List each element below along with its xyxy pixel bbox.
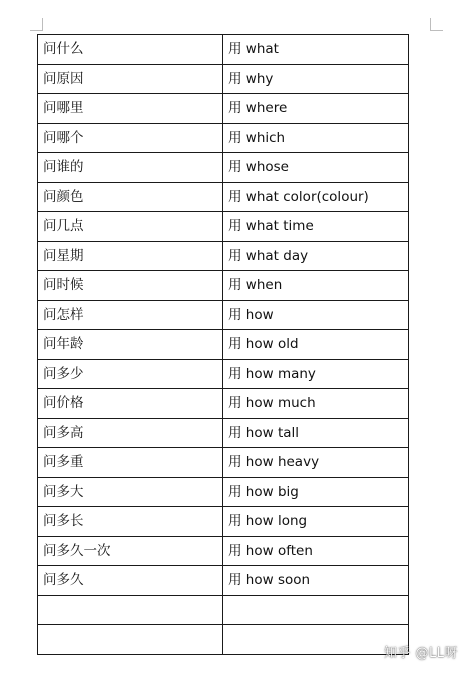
english-word-cell: 用 where [223, 94, 409, 124]
chinese-question-cell: 问多高 [38, 418, 223, 448]
table-row [38, 182, 409, 212]
table-row [38, 123, 409, 153]
chinese-question-cell: 问颜色 [38, 182, 223, 212]
english-word-cell: 用 how soon [223, 566, 409, 596]
chinese-question-cell: 问什么 [38, 35, 223, 65]
table-row [38, 477, 409, 507]
chinese-question-cell: 问几点 [38, 212, 223, 242]
english-word-cell: 用 how big [223, 477, 409, 507]
english-word-cell: 用 why [223, 64, 409, 94]
chinese-question-cell: 问哪个 [38, 123, 223, 153]
page-corner-mark-left [30, 18, 43, 31]
chinese-question-cell: 问多长 [38, 507, 223, 537]
chinese-question-cell: 问谁的 [38, 153, 223, 183]
chinese-question-cell: 问多少 [38, 359, 223, 389]
question-words-table [37, 34, 409, 655]
english-word-cell: 用 whose [223, 153, 409, 183]
table-row [38, 595, 409, 625]
english-word-cell: 用 what day [223, 241, 409, 271]
english-word-cell: 用 how often [223, 536, 409, 566]
chinese-question-cell: 问时候 [38, 271, 223, 301]
chinese-question-cell: 问多久 [38, 566, 223, 596]
chinese-question-cell: 问年龄 [38, 330, 223, 360]
table-row [38, 566, 409, 596]
page-corner-mark-right [430, 18, 443, 31]
chinese-question-cell: 问多久一次 [38, 536, 223, 566]
table-row [38, 536, 409, 566]
chinese-question-cell: 问原因 [38, 64, 223, 94]
english-word-cell: 用 how heavy [223, 448, 409, 478]
chinese-question-cell: 问哪里 [38, 94, 223, 124]
chinese-question-cell: 问星期 [38, 241, 223, 271]
chinese-question-cell: 问价格 [38, 389, 223, 419]
table-row [38, 35, 409, 65]
table-row [38, 389, 409, 419]
empty-cell [223, 625, 409, 655]
english-word-cell: 用 how long [223, 507, 409, 537]
empty-cell [223, 595, 409, 625]
table-row [38, 507, 409, 537]
table-row [38, 153, 409, 183]
chinese-question-cell: 问多重 [38, 448, 223, 478]
english-word-cell: 用 what time [223, 212, 409, 242]
english-word-cell: 用 how [223, 300, 409, 330]
table-row [38, 330, 409, 360]
english-word-cell: 用 when [223, 271, 409, 301]
english-word-cell: 用 what color(colour) [223, 182, 409, 212]
table-row [38, 448, 409, 478]
empty-cell [38, 625, 223, 655]
table-row [38, 212, 409, 242]
table-row [38, 300, 409, 330]
english-word-cell: 用 how much [223, 389, 409, 419]
english-word-cell: 用 which [223, 123, 409, 153]
table-row [38, 64, 409, 94]
table-row [38, 94, 409, 124]
english-word-cell: 用 how tall [223, 418, 409, 448]
table-row [38, 625, 409, 655]
chinese-question-cell: 问怎样 [38, 300, 223, 330]
english-word-cell: 用 what [223, 35, 409, 65]
chinese-question-cell: 问多大 [38, 477, 223, 507]
table-row [38, 241, 409, 271]
english-word-cell: 用 how old [223, 330, 409, 360]
table-row [38, 271, 409, 301]
empty-cell [38, 595, 223, 625]
watermark-text: 知乎 @LL呀 [383, 646, 458, 661]
table-row [38, 418, 409, 448]
table-row [38, 359, 409, 389]
english-word-cell: 用 how many [223, 359, 409, 389]
